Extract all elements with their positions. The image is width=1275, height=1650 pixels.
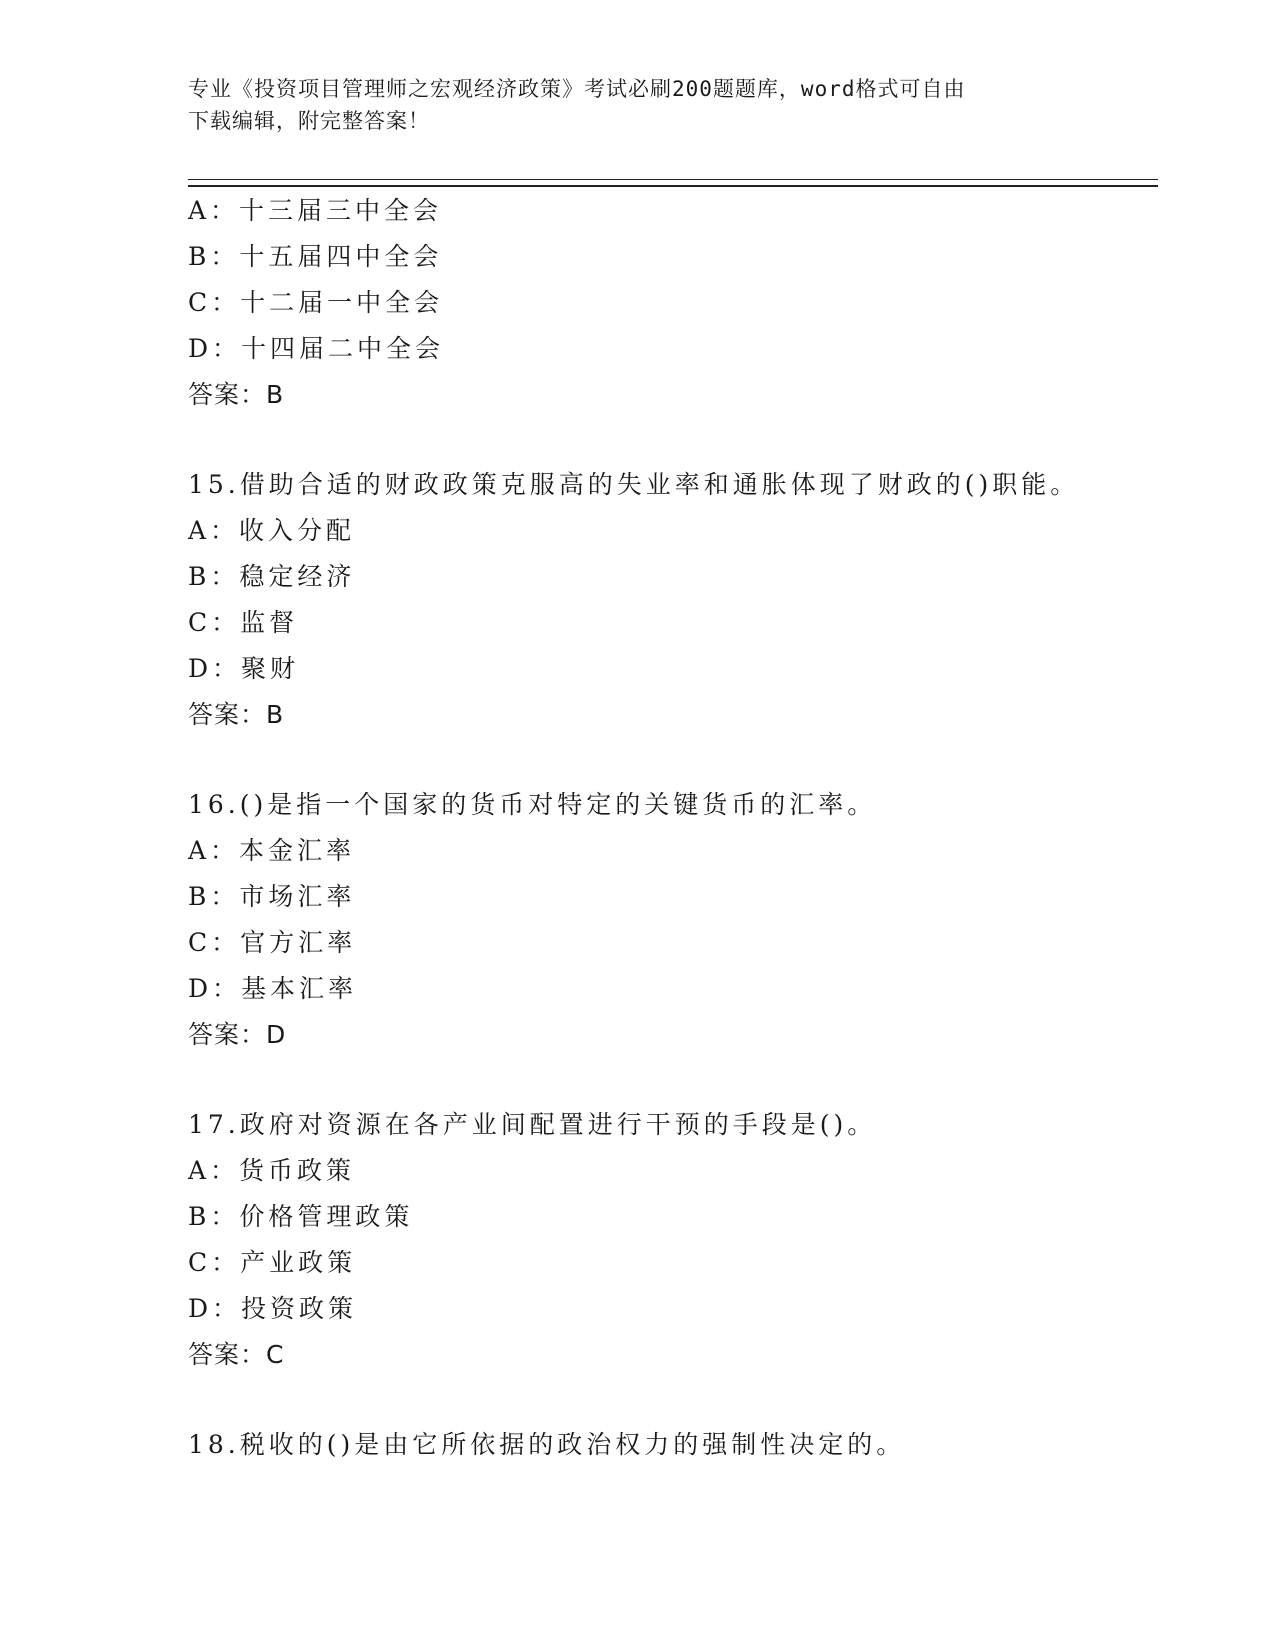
question-text: 15.借助合适的财政政策克服高的失业率和通胀体现了财政的()职能。 (188, 470, 1080, 499)
question-text: 16.()是指一个国家的货币对特定的关键货币的汇率。 (188, 790, 877, 819)
option-d: D：基本汇率 (188, 974, 358, 1003)
answer: 答案：B (188, 700, 285, 729)
document-header (188, 73, 1088, 137)
option-a: A：收入分配 (188, 516, 356, 545)
question-list (188, 188, 1148, 1468)
option-b: B：价格管理政策 (188, 1202, 414, 1231)
header-line-2: 下载编辑，附完整答案！ (188, 109, 430, 133)
answer: 答案：D (188, 1020, 287, 1049)
option-d: D：投资政策 (188, 1294, 358, 1323)
question-14 (188, 188, 1148, 418)
header-line-1: 专业《投资项目管理师之宏观经济政策》考试必刷200题题库，word格式可自由 (188, 77, 966, 101)
option-d: D：聚财 (188, 654, 300, 683)
option-a: A：货币政策 (188, 1156, 356, 1185)
option-c: C：产业政策 (188, 1248, 357, 1277)
option-b: B：十五届四中全会 (188, 242, 443, 271)
option-c: C：官方汇率 (188, 928, 357, 957)
question-18 (188, 1422, 1148, 1468)
option-d: D：十四届二中全会 (188, 334, 445, 363)
question-text: 17.政府对资源在各产业间配置进行干预的手段是()。 (188, 1110, 877, 1139)
question-text: 18.税收的()是由它所依据的政治权力的强制性决定的。 (188, 1430, 906, 1459)
header-divider (188, 179, 1158, 187)
option-b: B：稳定经济 (188, 562, 356, 591)
option-c: C：十二届一中全会 (188, 288, 444, 317)
answer: 答案：B (188, 380, 285, 409)
question-17 (188, 1102, 1148, 1378)
option-c: C：监督 (188, 608, 299, 637)
answer: 答案：C (188, 1340, 285, 1369)
question-15 (188, 462, 1148, 738)
option-a: A：本金汇率 (188, 836, 356, 865)
option-b: B：市场汇率 (188, 882, 356, 911)
question-16 (188, 782, 1148, 1058)
option-a: A：十三届三中全会 (188, 196, 443, 225)
